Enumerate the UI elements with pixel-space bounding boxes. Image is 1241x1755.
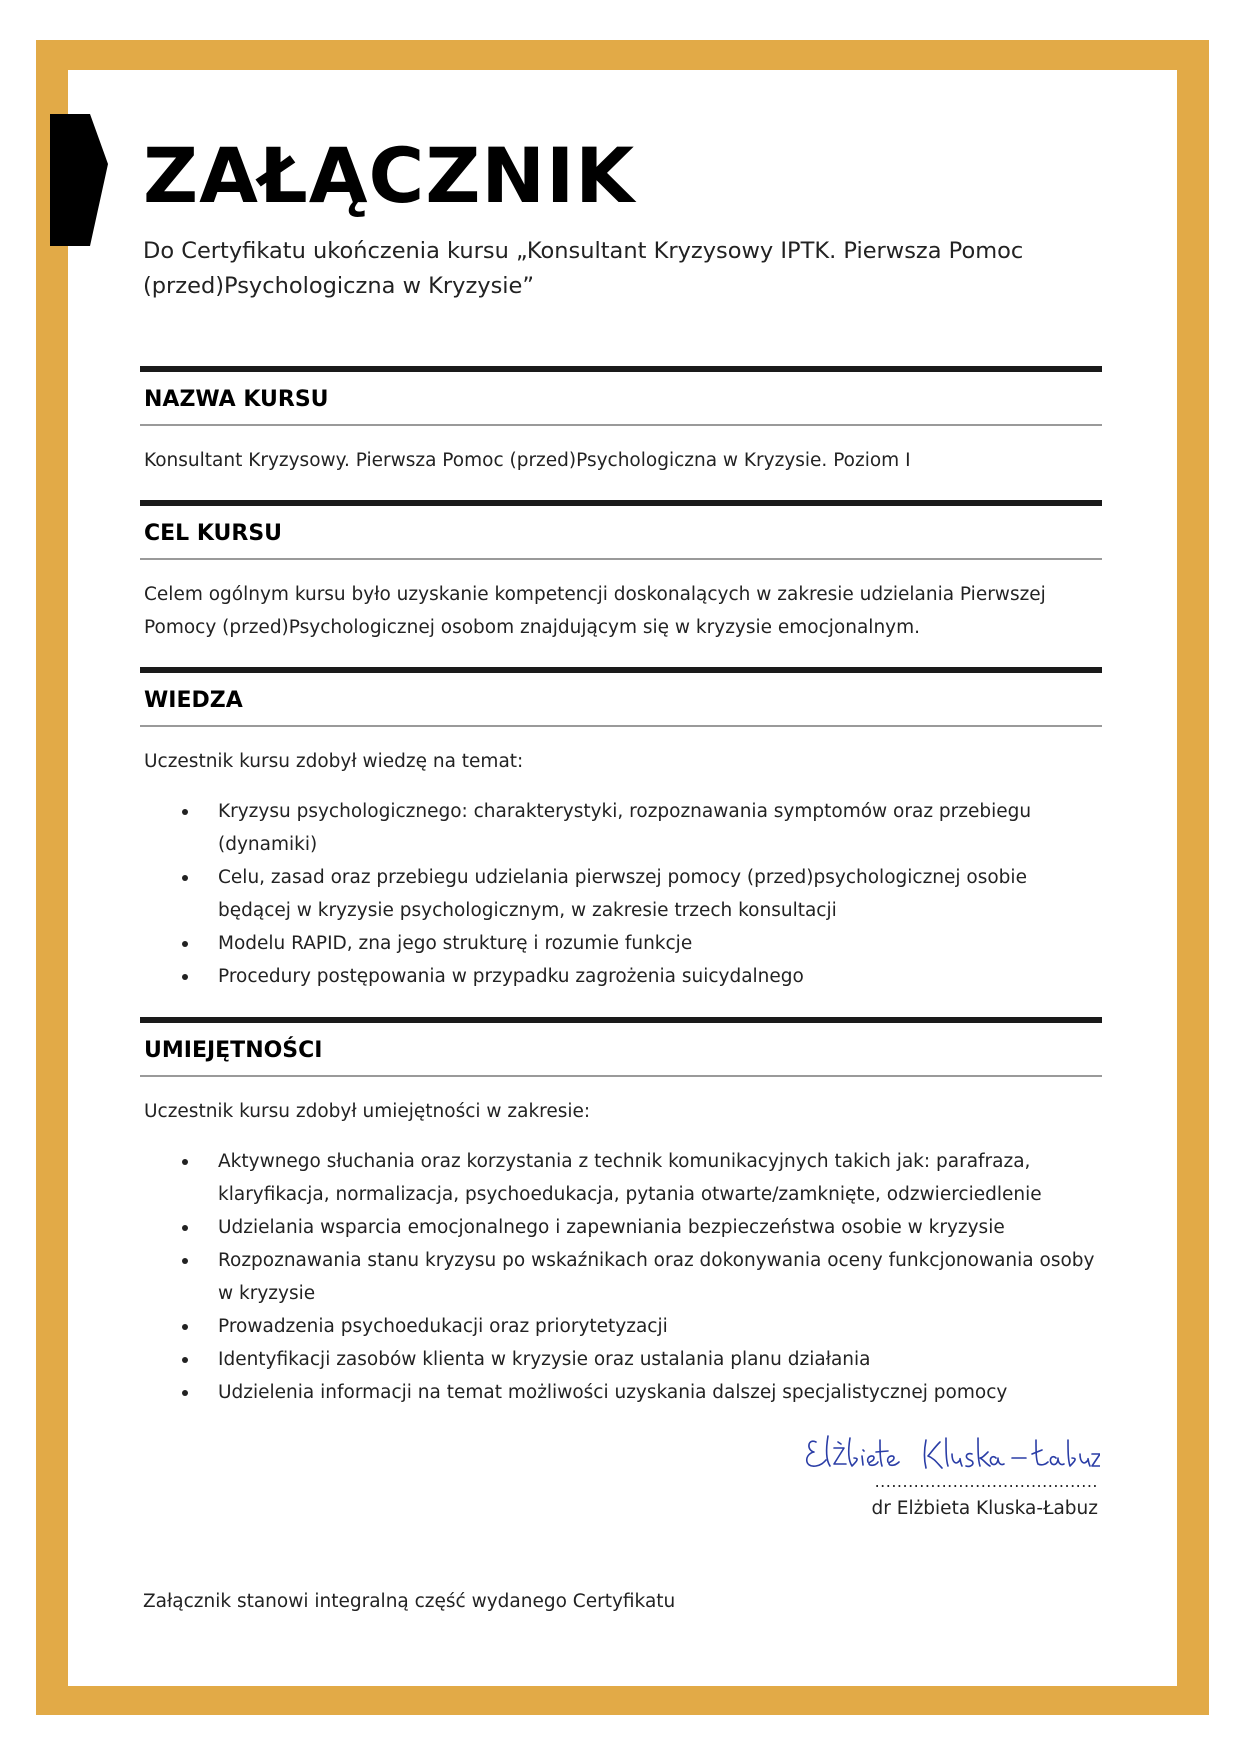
section-rule-thin [140,558,1102,560]
black-tab-marker-icon [50,114,110,250]
section-text: Konsultant Kryzysowy. Pierwsza Pomoc (przed)Psychologiczna w Kryzysie. Poziom I [144,450,911,471]
section-knowledge [140,667,1102,993]
bullet-icon [182,1258,188,1264]
list-item: Prowadzenia psychoedukacji oraz priorytetyzacji [140,1310,1102,1343]
signature-line: ........................................ [874,1472,1098,1491]
list-item: Rozpoznawania stanu kryzysu po wskaźnikach oraz dokonywania oceny funkcjonowania osoby w kryzysie [140,1244,1102,1310]
section-rule-thin [140,424,1102,426]
bullet-icon [182,974,188,980]
section-course-name [140,366,1102,477]
bullet-icon [182,809,188,815]
page-title: ZAŁĄCZNIK [143,131,636,220]
list-item: Modelu RAPID, zna jego strukturę i rozumie funkcje [140,927,1102,960]
bullet-icon [182,1357,188,1363]
bullet-icon [182,1159,188,1165]
section-heading: UMIEJĘTNOŚCI [144,1038,323,1063]
knowledge-list [140,795,1102,993]
list-item: Udzielania wsparcia emocjonalnego i zapewniania bezpieczeństwa osobie w kryzysie [140,1211,1102,1244]
section-course-goal [140,500,1102,644]
section-heading: NAZWA KURSU [144,387,329,412]
list-item: Aktywnego słuchania oraz korzystania z technik komunikacyjnych takich jak: parafraza, klaryfikacja, normalizacja, psychoedukacja, pytania otwarte/zamknięte, odzwierciedlenie [140,1145,1102,1211]
section-text: Celem ogólnym kursu było uzyskanie kompetencji doskonalących w zakresie udzielania Pierwszej Pomocy (przed)Psychologicznej osobom znajdującym się w kryzysie emocjonalnym. [144,584,1046,638]
list-item: Identyfikacji zasobów klienta w kryzysie oraz ustalania planu działania [140,1343,1102,1376]
skills-list [140,1145,1102,1409]
bullet-icon [182,1225,188,1231]
list-item: Procedury postępowania w przypadku zagrożenia suicydalnego [140,960,1102,993]
section-heading: CEL KURSU [144,521,283,546]
bullet-icon [182,941,188,947]
section-intro: Uczestnik kursu zdobył umiejętności w zakresie: [144,1101,591,1122]
bullet-icon [182,1390,188,1396]
bullet-icon [182,875,188,881]
section-heading: WIEDZA [144,688,243,713]
section-rule-thin [140,1075,1102,1077]
section-rule-thin [140,725,1102,727]
list-item: Celu, zasad oraz przebiegu udzielania pierwszej pomocy (przed)psychologicznej osobie będącej w kryzysie psychologicznym, w zakresie trzech konsultacji [140,861,1102,927]
list-item: Kryzysu psychologicznego: charakterystyki, rozpoznawania symptomów oraz przebiegu (dynamiki) [140,795,1102,861]
footer-note: Załącznik stanowi integralną część wydanego Certyfikatu [143,1591,676,1612]
section-skills [140,1017,1102,1409]
section-intro: Uczestnik kursu zdobył wiedzę na temat: [144,751,524,772]
signatory-name: dr Elżbieta Kluska-Łabuz [871,1498,1098,1519]
bullet-icon [182,1324,188,1330]
list-item: Udzielenia informacji na temat możliwości uzyskania dalszej specjalistycznej pomocy [140,1376,1102,1409]
page-subtitle: Do Certyfikatu ukończenia kursu „Konsultant Kryzysowy IPTK. Pierwsza Pomoc (przed)Psychologiczna w Kryzysie” [143,238,1024,299]
